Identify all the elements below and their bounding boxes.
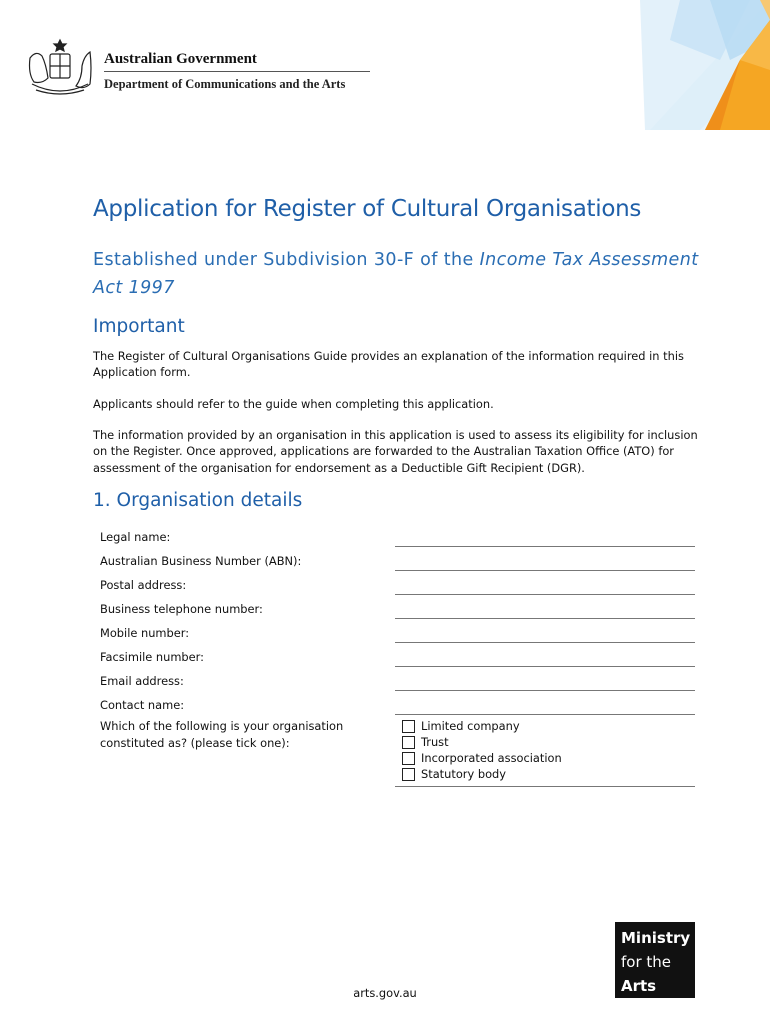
business-phone-field[interactable] [395,618,695,619]
facsimile-field[interactable] [395,666,695,667]
field-label-email: Email address: [100,674,184,688]
option-limited-company[interactable] [402,719,520,733]
field-label-abn: Australian Business Number (ABN): [100,554,302,568]
constitution-question: Which of the following is your organisation constituted as? (please tick one): [100,719,344,750]
abn-field[interactable] [395,570,695,571]
subtitle-text: Established under Subdivision 30-F of the [93,250,480,270]
footer-url[interactable]: arts.gov.au [353,986,417,1000]
department-name: Department of Communications and the Arts [104,77,346,91]
government-header [104,50,374,92]
government-name: Australian Government [104,51,257,67]
logo-line-3: Arts [621,977,657,995]
constitution-divider [395,786,695,787]
page-title: Application for Register of Cultural Organisations [93,196,642,222]
limited-company-checkbox[interactable] [402,720,415,733]
option-label: Trust [421,735,449,749]
field-label-contact-name: Contact name: [100,698,185,712]
field-label-legal-name: Legal name: [100,530,171,544]
field-label-facsimile: Facsimile number: [100,650,204,664]
page-subtitle [93,246,713,302]
postal-address-field[interactable] [395,594,695,595]
mobile-field[interactable] [395,642,695,643]
email-field[interactable] [395,690,695,691]
field-label-business-phone: Business telephone number: [100,602,263,616]
contact-name-field[interactable] [395,714,695,715]
option-label: Limited company [421,719,520,733]
corner-decoration [470,0,770,130]
legal-name-field[interactable] [395,546,695,547]
important-paragraph-3: The information provided by an organisation in this application is used to assess its eligibility for inclusion on the Register. Once approved, applications are forwarded to the Australian Taxation Office (ATO) for assessment of the organisation for endorsement as a Deductible Gift Recipient (DGR). [93,428,698,475]
logo-line-2: for the [621,953,672,971]
option-label: Statutory body [421,767,507,781]
coat-of-arms-icon [22,38,98,100]
statutory-body-checkbox[interactable] [402,768,415,781]
logo-line-1: Ministry [621,929,691,947]
incorporated-association-checkbox[interactable] [402,752,415,765]
field-label-postal-address: Postal address: [100,578,187,592]
trust-checkbox[interactable] [402,736,415,749]
header-divider [104,71,370,72]
section-heading-organisation-details: 1. Organisation details [93,490,303,511]
option-statutory-body[interactable] [402,767,506,781]
important-paragraph-2: Applicants should refer to the guide when completing this application. [93,397,494,411]
field-label-mobile: Mobile number: [100,626,190,640]
important-paragraph-1: The Register of Cultural Organisations Guide provides an explanation of the information required in this Application form. [93,349,684,380]
option-incorporated-association[interactable] [402,751,562,765]
option-trust[interactable] [402,735,449,749]
option-label: Incorporated association [421,751,562,765]
subtitle-act-name: Income Tax Assessment Act 1997 [93,250,699,298]
important-heading: Important [93,316,185,337]
